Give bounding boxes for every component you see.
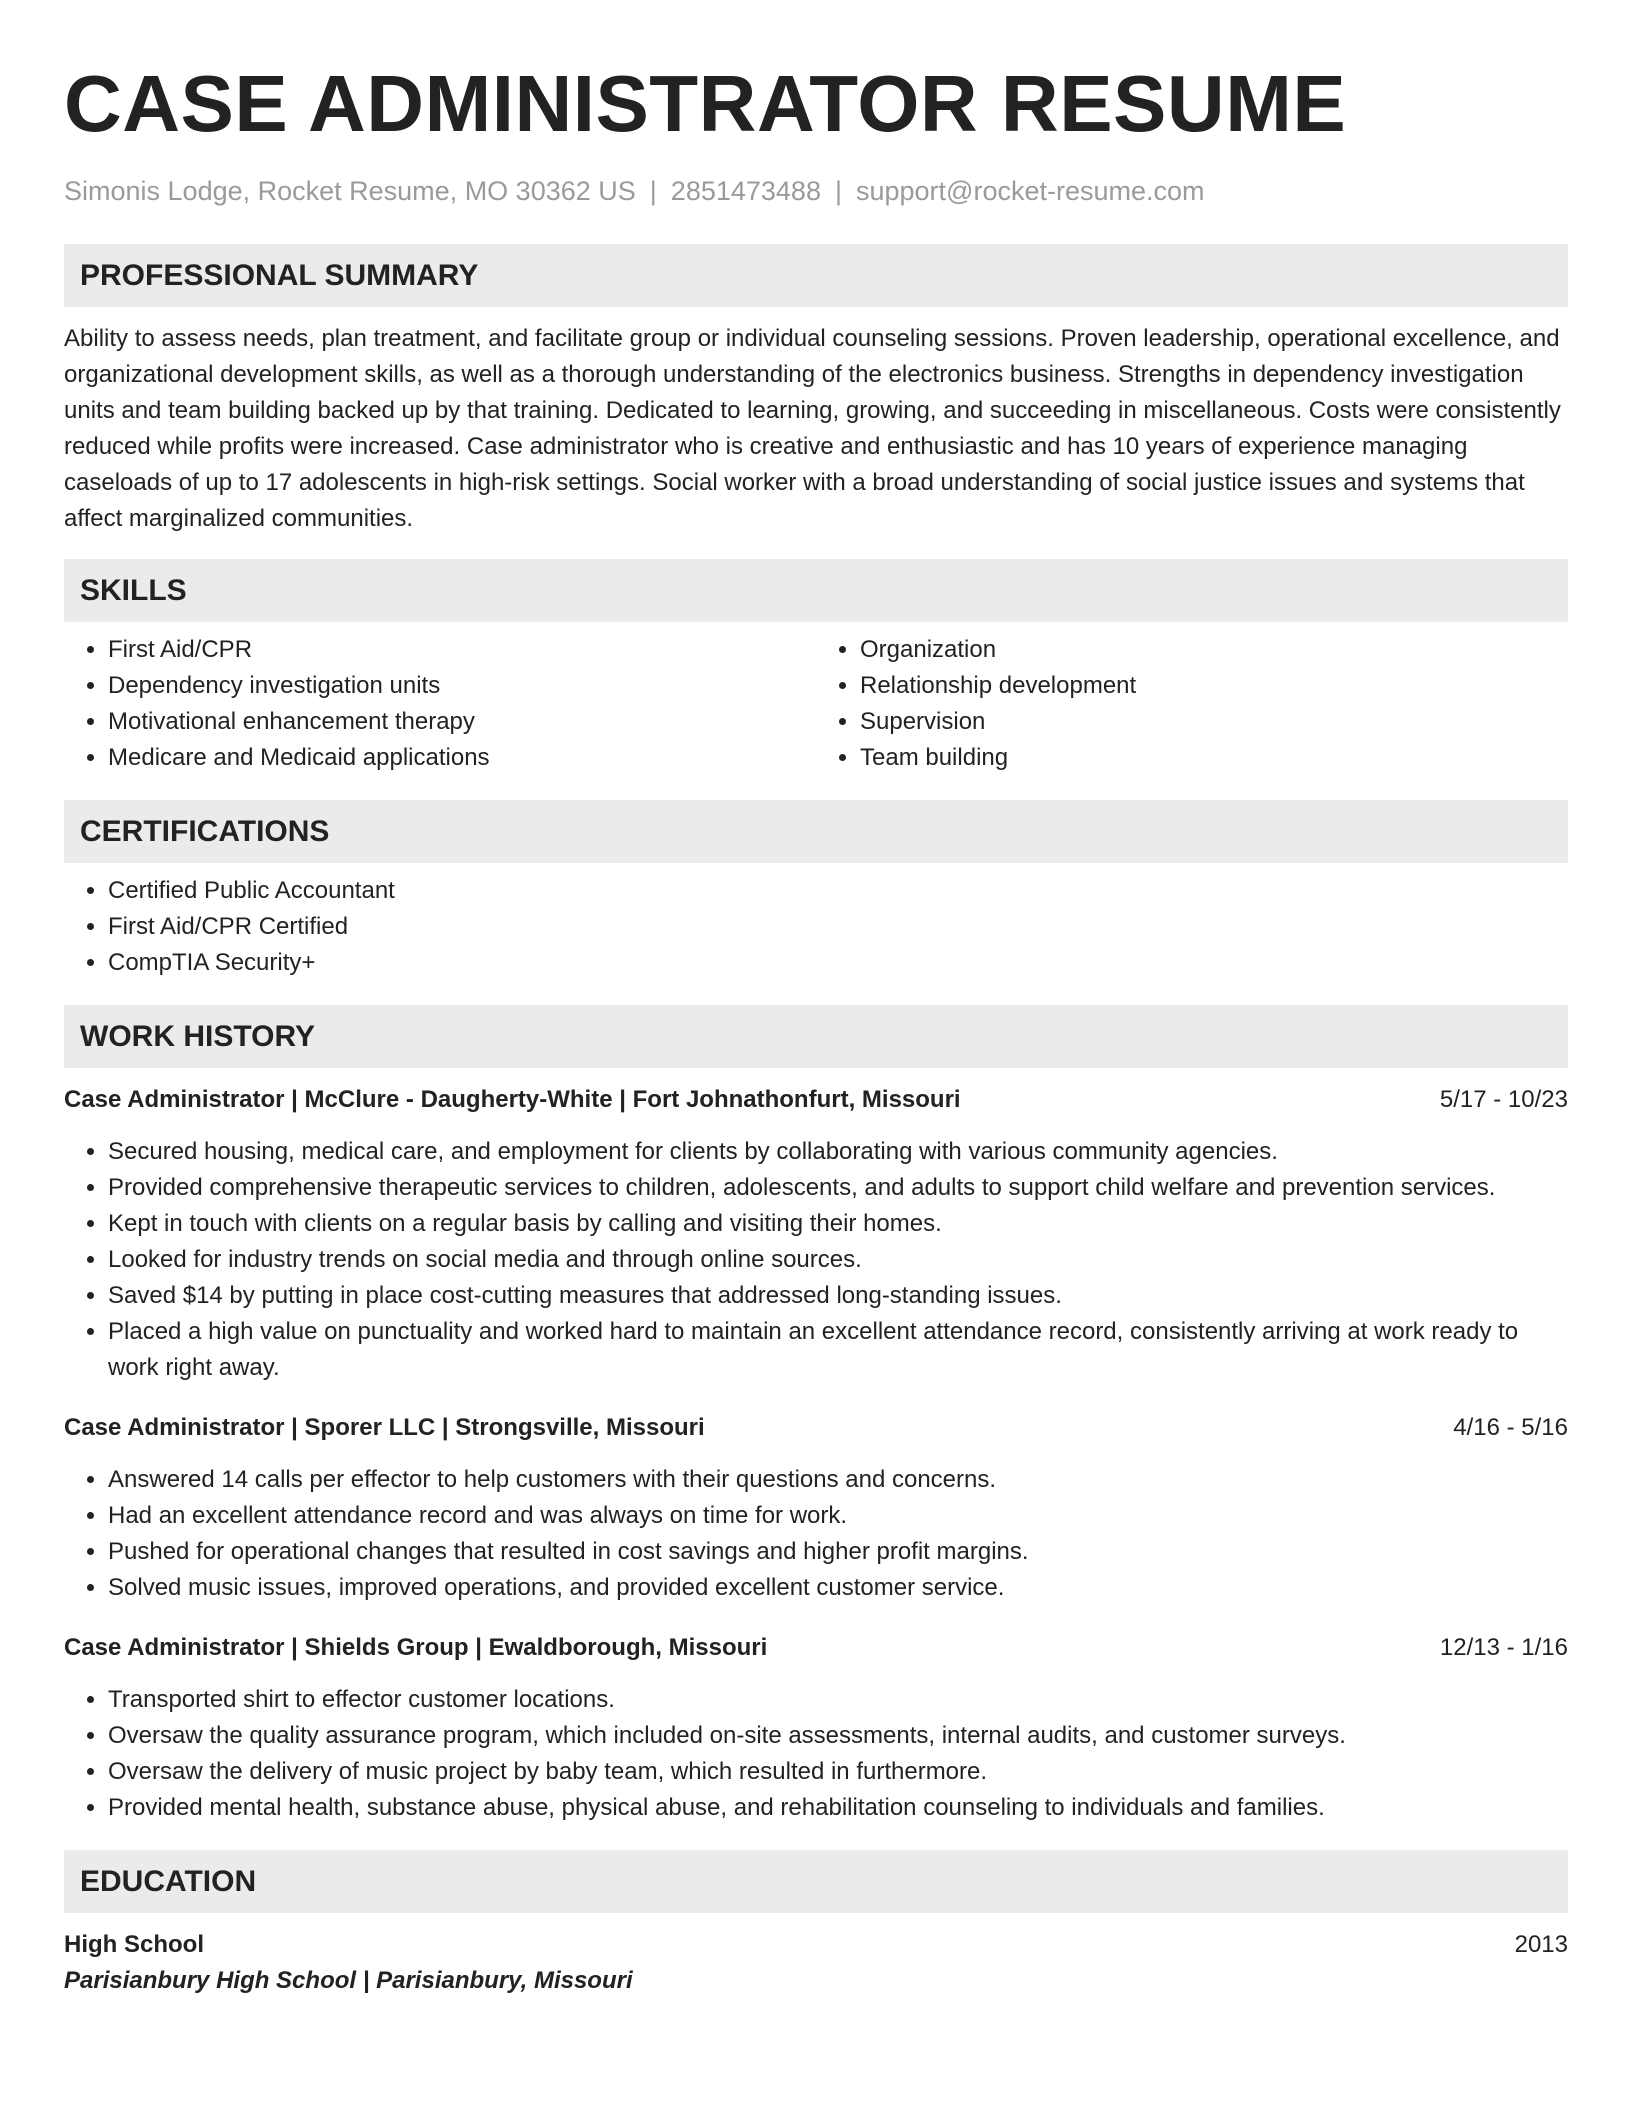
skills-list bbox=[64, 622, 1568, 776]
job-bullet: • Looked for industry trends on social media and through online sources. bbox=[108, 1242, 1568, 1278]
job-bullet: • Oversaw the delivery of music project by baby team, which resulted in furthermore. bbox=[108, 1754, 1568, 1790]
section-header-summary: PROFESSIONAL SUMMARY bbox=[64, 244, 1568, 307]
job-title: Case Administrator | Sporer LLC | Strongsville, Missouri bbox=[64, 1414, 705, 1441]
education-school: Parisianbury High School | Parisianbury, Missouri bbox=[64, 1967, 633, 1994]
contact-separator: | bbox=[649, 176, 657, 206]
education-entry bbox=[64, 1927, 1568, 1999]
job-dates: 4/16 - 5/16 bbox=[1453, 1414, 1568, 1441]
skill-item: • Dependency investigation units bbox=[108, 668, 816, 704]
job-bullets bbox=[64, 1134, 1568, 1386]
section-header-education: EDUCATION bbox=[64, 1850, 1568, 1913]
job-dates: 5/17 - 10/23 bbox=[1439, 1086, 1568, 1113]
job-bullet: • Pushed for operational changes that resulted in cost savings and higher profit margins. bbox=[108, 1534, 1568, 1570]
skill-item: • Medicare and Medicaid applications bbox=[108, 740, 816, 776]
job-bullet: • Had an excellent attendance record and was always on time for work. bbox=[108, 1498, 1568, 1534]
skill-item: • Motivational enhancement therapy bbox=[108, 704, 816, 740]
contact-line bbox=[64, 174, 1568, 208]
section-header-certifications: CERTIFICATIONS bbox=[64, 800, 1568, 863]
section-header-skills: SKILLS bbox=[64, 559, 1568, 622]
education-header bbox=[64, 1927, 1568, 1963]
skill-item: • Team building bbox=[860, 740, 1568, 776]
education-degree: High School bbox=[64, 1931, 204, 1958]
certification-item: • Certified Public Accountant bbox=[108, 873, 1568, 909]
contact-phone: 2851473488 bbox=[670, 176, 821, 206]
job-bullet: • Kept in touch with clients on a regular basis by calling and visiting their homes. bbox=[108, 1206, 1568, 1242]
contact-address: Simonis Lodge, Rocket Resume, MO 30362 US bbox=[64, 176, 636, 206]
job-bullet: • Transported shirt to effector customer locations. bbox=[108, 1682, 1568, 1718]
certification-item: • First Aid/CPR Certified bbox=[108, 909, 1568, 945]
job-bullets bbox=[64, 1462, 1568, 1606]
job-bullets bbox=[64, 1682, 1568, 1826]
summary-text: Ability to assess needs, plan treatment, and facilitate group or individual counseling sessions. Proven leadership, operational excellence, and organizational development skills, as well as a thorough understanding of the electronics business. Strengths in dependency investigation units and team building backed up by that training. Dedicated to learning, growing, and succeeding in miscellaneous. Costs were consistently reduced while profits were increased. Case administrator who is creative and enthusiastic and has 10 years of experience managing caseloads of up to 17 adolescents in high-risk settings. Social worker with a broad understanding of social justice issues and systems that affect marginalized communities. bbox=[64, 325, 1561, 532]
skills-column-right bbox=[816, 632, 1568, 776]
job-bullet: • Answered 14 calls per effector to help customers with their questions and concerns. bbox=[108, 1462, 1568, 1498]
job-bullet: • Secured housing, medical care, and employment for clients by collaborating with various community agencies. bbox=[108, 1134, 1568, 1170]
contact-separator: | bbox=[834, 176, 842, 206]
job-dates: 12/13 - 1/16 bbox=[1439, 1634, 1568, 1661]
skill-item: • First Aid/CPR bbox=[108, 632, 816, 668]
skill-item: • Organization bbox=[860, 632, 1568, 668]
resume-title: CASE ADMINISTRATOR RESUME bbox=[64, 59, 1347, 148]
job-header bbox=[64, 1630, 1568, 1666]
job-entry bbox=[64, 1630, 1568, 1826]
job-title: Case Administrator | Shields Group | Ewaldborough, Missouri bbox=[64, 1634, 768, 1661]
job-bullet: • Provided mental health, substance abuse, physical abuse, and rehabilitation counseling to individuals and families. bbox=[108, 1790, 1568, 1826]
job-bullet: • Oversaw the quality assurance program, which included on-site assessments, internal audits, and customer surveys. bbox=[108, 1718, 1568, 1754]
job-header bbox=[64, 1410, 1568, 1446]
job-bullet: • Saved $14 by putting in place cost-cutting measures that addressed long-standing issues. bbox=[108, 1278, 1568, 1314]
job-header bbox=[64, 1082, 1568, 1118]
section-header-work-history: WORK HISTORY bbox=[64, 1005, 1568, 1068]
skills-column-left bbox=[64, 632, 816, 776]
contact-email: support@rocket-resume.com bbox=[855, 176, 1205, 206]
education-year: 2013 bbox=[1514, 1931, 1568, 1958]
job-bullet: • Provided comprehensive therapeutic services to children, adolescents, and adults to support child welfare and prevention services. bbox=[108, 1170, 1568, 1206]
job-entry bbox=[64, 1082, 1568, 1386]
skill-item: • Supervision bbox=[860, 704, 1568, 740]
skill-item: • Relationship development bbox=[860, 668, 1568, 704]
certifications-list bbox=[64, 873, 1568, 981]
certification-item: • CompTIA Security+ bbox=[108, 945, 1568, 981]
job-bullet: • Solved music issues, improved operations, and provided excellent customer service. bbox=[108, 1570, 1568, 1606]
job-entry bbox=[64, 1410, 1568, 1606]
job-bullet: • Placed a high value on punctuality and worked hard to maintain an excellent attendance record, consistently arriving at work ready to work right away. bbox=[108, 1314, 1568, 1386]
job-title: Case Administrator | McClure - Daugherty-White | Fort Johnathonfurt, Missouri bbox=[64, 1086, 961, 1113]
